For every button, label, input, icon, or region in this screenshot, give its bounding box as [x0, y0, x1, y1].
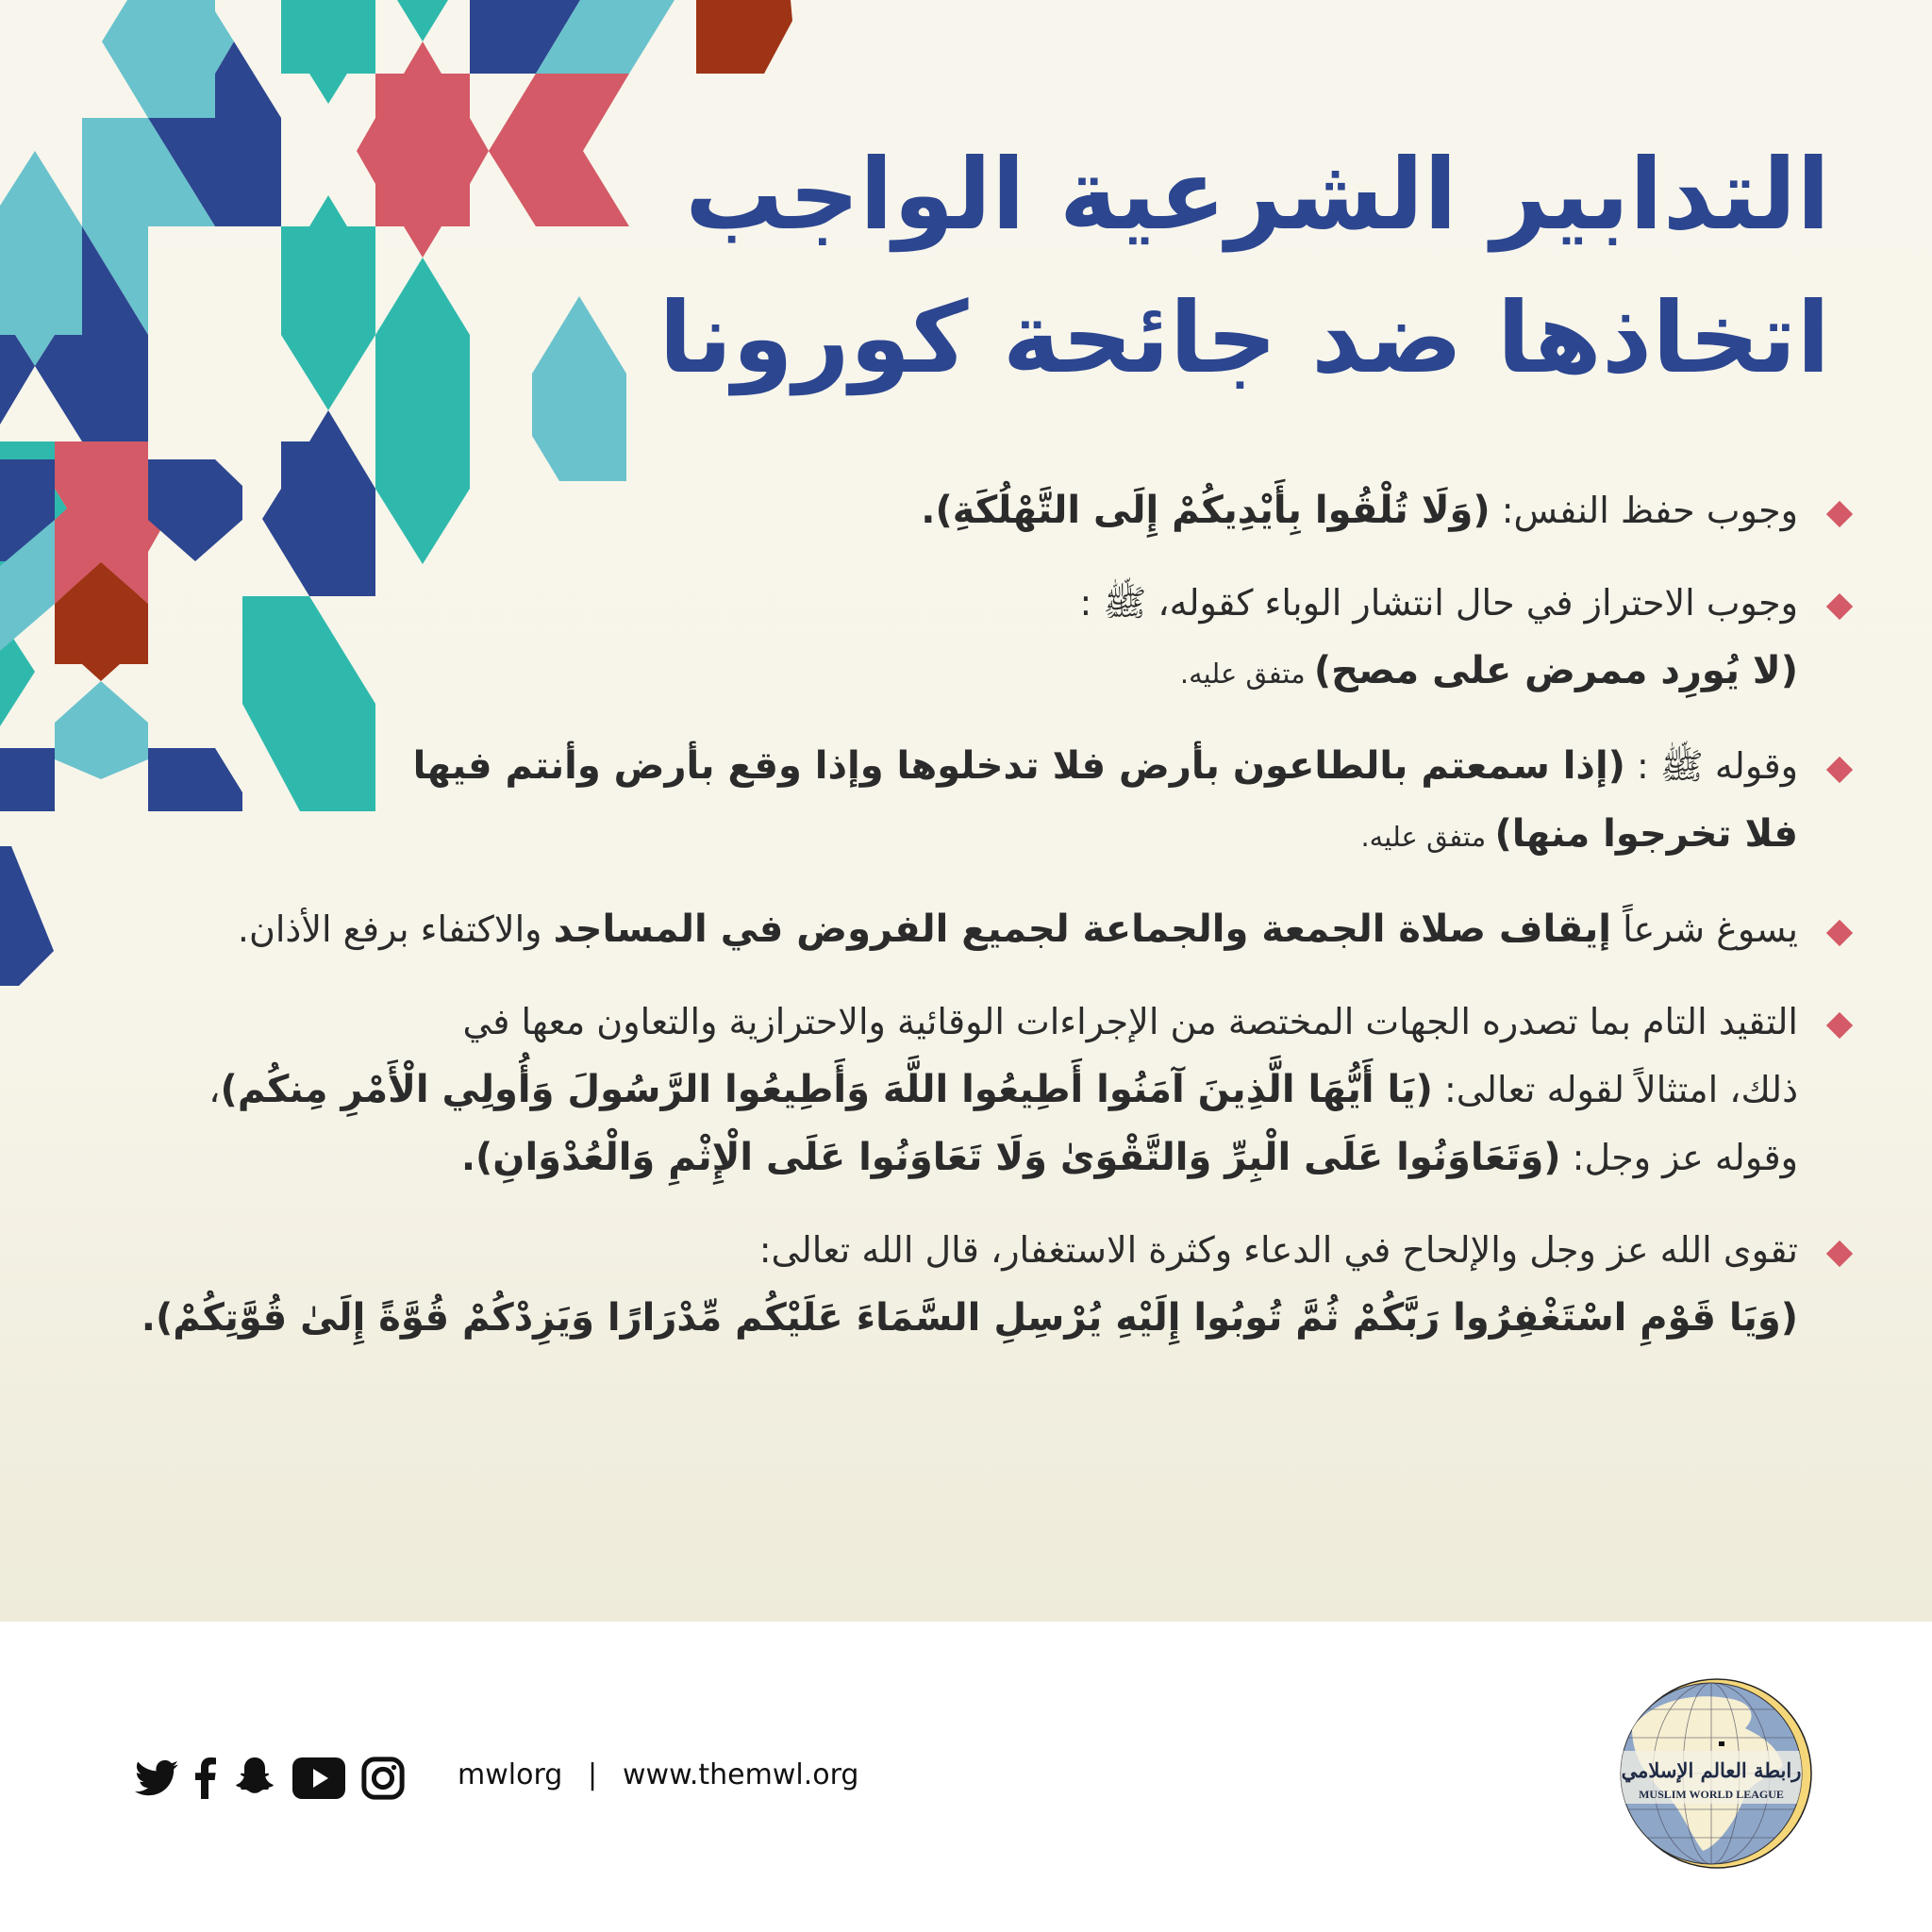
instagram-icon[interactable] — [361, 1757, 405, 1800]
youtube-icon[interactable] — [291, 1757, 346, 1800]
item-emphasis: إيقاف صلاة الجمعة والجماعة لجميع الفروض في المساجد — [553, 908, 1611, 951]
quran-quote: (وَيَا قَوْمِ اسْتَغْفِرُوا رَبَّكُمْ ثُمَّ تُوبُوا إِلَيْهِ يُرْسِلِ السَّمَاءَ عَلَيْكُم مِّدْرَارًا وَيَزِدْكُمْ قُوَّةً إِلَىٰ قُوَّتِكُمْ). — [141, 1296, 1798, 1340]
logo-english-text: MUSLIM WORLD LEAGUE — [1639, 1788, 1784, 1801]
list-item — [102, 569, 1857, 708]
title-line-1: التدابير الشرعية الواجب — [685, 137, 1830, 252]
page-title — [651, 123, 1830, 409]
item-text: ، — [208, 1069, 221, 1110]
facebook-icon[interactable] — [193, 1757, 218, 1800]
list-item — [102, 476, 1857, 544]
item-text: وقوله عز وجل: — [1560, 1137, 1798, 1178]
item-text: يسوغ شرعاً — [1611, 908, 1798, 950]
diamond-bullet-icon — [1826, 1012, 1853, 1039]
hadith-quote: فلا تخرجوا منها) — [1494, 812, 1798, 856]
item-text: تقوى الله عز وجل والإلحاح في الدعاء وكثرة الاستغفار، قال الله تعالى: — [758, 1229, 1798, 1271]
list-item — [102, 895, 1857, 963]
diamond-bullet-icon — [1826, 757, 1853, 783]
title-line-2: اتخاذها ضد جائحة كورونا — [658, 280, 1830, 395]
social-links — [135, 1755, 405, 1802]
twitter-icon[interactable] — [135, 1757, 178, 1800]
hadith-source: متفق عليه. — [1179, 658, 1314, 690]
quran-quote: (وَلَا تُلْقُوا بِأَيْدِيكُمْ إِلَى التَّهْلُكَةِ). — [921, 489, 1491, 532]
snapchat-icon[interactable] — [233, 1757, 276, 1800]
logo-arabic-text: رابطة العالم الإسلامي — [1621, 1758, 1802, 1782]
item-text: وقوله ﷺ : — [1624, 745, 1798, 787]
diamond-bullet-icon — [1826, 1241, 1853, 1267]
list-item — [102, 732, 1857, 871]
social-handle[interactable]: mwlorg — [458, 1758, 563, 1791]
list-item — [102, 988, 1857, 1191]
hadith-quote: (إذا سمعتم بالطاعون بأرض فلا تدخلوها وإذا وقع بأرض وأنتم فيها — [412, 744, 1625, 788]
item-text: وجوب حفظ النفس: — [1490, 490, 1798, 531]
item-text: التقيد التام بما تصدره الجهات المختصة من الإجراءات الوقائية والاحترازية والتعاون معها في — [462, 1001, 1798, 1042]
footer-separator: | — [588, 1758, 598, 1791]
quran-quote: (وَتَعَاوَنُوا عَلَى الْبِرِّ وَالتَّقْوَىٰ وَلَا تَعَاوَنُوا عَلَى الْإِثْمِ وَالْعُدْوَانِ). — [460, 1136, 1561, 1179]
item-text: وجوب الاحتراز في حال انتشار الوباء كقوله، ﷺ : — [1079, 582, 1798, 624]
item-text: والاكتفاء برفع الأذان. — [237, 908, 554, 950]
diamond-bullet-icon — [1826, 501, 1853, 527]
hadith-quote: (لا يُورِد ممرض على مصح) — [1313, 649, 1798, 692]
website-link[interactable]: www.themwl.org — [623, 1758, 859, 1791]
diamond-bullet-icon — [1826, 920, 1853, 946]
item-text: ذلك، امتثالاً لقوله تعالى: — [1432, 1069, 1798, 1110]
muslim-world-league-logo — [1613, 1672, 1817, 1875]
measures-list — [102, 476, 1857, 1352]
hadith-source: متفق عليه. — [1360, 821, 1495, 853]
quran-quote: (يَا أَيُّهَا الَّذِينَ آمَنُوا أَطِيعُوا اللَّهَ وَأَطِيعُوا الرَّسُولَ وَأُولِي الْأَمْرِ مِنكُم) — [220, 1068, 1433, 1111]
list-item — [102, 1216, 1857, 1352]
diamond-bullet-icon — [1826, 593, 1853, 620]
